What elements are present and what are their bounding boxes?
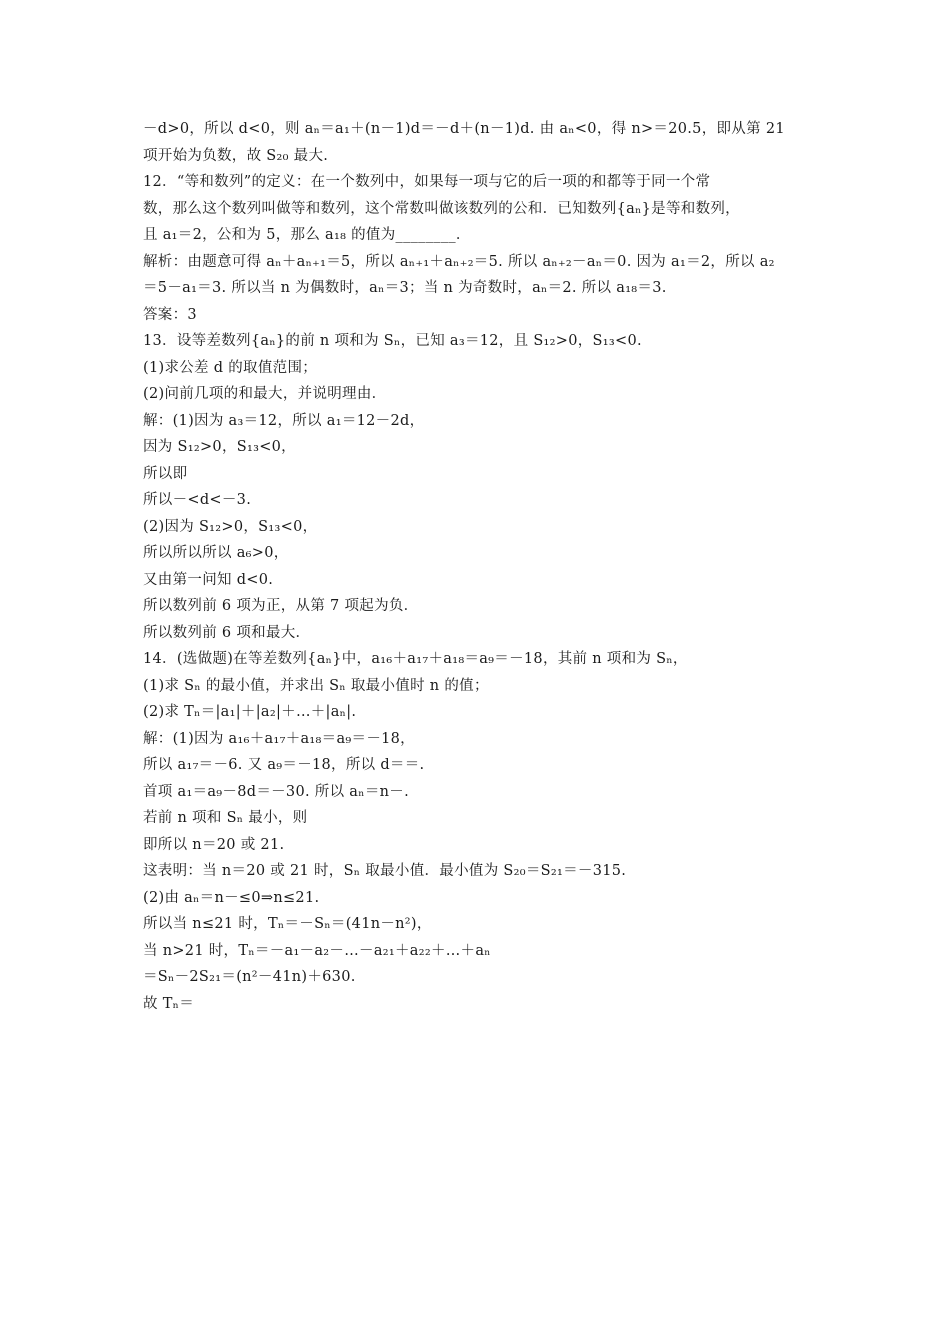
solution-line: 解析：由题意可得 aₙ＋aₙ₊₁＝5，所以 aₙ₊₁＋aₙ₊₂＝5. 所以 aₙ₊₂－aₙ＝0. 因为 a₁＝2，所以 a₂ xyxy=(143,253,775,270)
solution-line: 解：(1)因为 a₁₆＋a₁₇＋a₁₈＝a₉＝－18， xyxy=(143,730,415,747)
question-13-part-1: (1)求公差 d 的取值范围； xyxy=(143,359,318,376)
solution-line: 解：(1)因为 a₃＝12，所以 a₁＝12－2d， xyxy=(143,412,425,429)
solution-line: 所以数列前 6 项为正，从第 7 项起为负． xyxy=(143,598,419,614)
solution-line: 所以数列前 6 项和最大． xyxy=(143,624,311,641)
question-14-line: 14．(选做题)在等差数列{aₙ}中，a₁₆＋a₁₇＋a₁₈＝a₉＝－18，其前 n 项和为 Sₙ， xyxy=(143,651,688,667)
solution-line: 首项 a₁＝a₉－8d＝－30. 所以 aₙ＝n－. xyxy=(143,783,409,800)
text-line: －d>0，所以 d<0，则 aₙ＝a₁＋(n－1)d＝－d＋(n－1)d. 由 aₙ<0，得 n>＝20.5，即从第 21 xyxy=(143,121,785,137)
solution-line: 故 Tₙ＝ xyxy=(143,995,195,1012)
solution-line: (2)因为 S₁₂>0，S₁₃<0， xyxy=(143,518,318,535)
question-13-part-2: (2)问前几项的和最大，并说明理由． xyxy=(143,386,387,402)
solution-line: 所以 a₁₇＝－6. 又 a₉＝－18，所以 d＝＝. xyxy=(143,757,425,773)
solution-line: 因为 S₁₂>0，S₁₃<0， xyxy=(143,439,296,455)
question-12-line: 数，那么这个数列叫做等和数列，这个常数叫做该数列的公和．已知数列{aₙ}是等和数列， xyxy=(143,200,740,217)
question-13-line: 13．设等差数列{aₙ}的前 n 项和为 Sₙ，已知 a₃＝12，且 S₁₂>0，S₁₃<0. xyxy=(143,333,642,349)
solution-line: 当 n>21 时，Tₙ＝－a₁－a₂－…－a₂₁＋a₂₂＋…＋aₙ xyxy=(143,942,491,959)
solution-line: 所以－<d<－3. xyxy=(143,492,252,508)
solution-line: ＝5－a₁＝3. 所以当 n 为偶数时，aₙ＝3；当 n 为奇数时，aₙ＝2. 所以 a₁₈＝3. xyxy=(143,280,667,296)
question-14-part-2: (2)求 Tₙ＝|a₁|＋|a₂|＋…＋|aₙ|. xyxy=(143,704,357,720)
solution-line: 又由第一问知 d<0. xyxy=(143,571,274,588)
question-14-part-1: (1)求 Sₙ 的最小值，并求出 Sₙ 取最小值时 n 的值； xyxy=(143,677,489,694)
answer-line: 答案：3 xyxy=(143,306,197,323)
solution-line: ＝Sₙ－2S₂₁＝(n²－41n)＋630. xyxy=(143,969,356,985)
question-12-line: 12．“等和数列”的定义：在一个数列中，如果每一项与它的后一项的和都等于同一个常 xyxy=(143,174,711,190)
solution-line: 若前 n 项和 Sₙ 最小，则 xyxy=(143,810,308,826)
document-body xyxy=(143,116,823,1017)
solution-line: 所以当 n≤21 时，Tₙ＝－Sₙ＝(41n－n²)， xyxy=(143,916,432,932)
solution-line: 所以所以所以 a₆>0， xyxy=(143,545,289,561)
solution-line: (2)由 aₙ＝n－≤0⇒n≤21. xyxy=(143,889,320,906)
solution-line: 这表明：当 n＝20 或 21 时，Sₙ 取最小值．最小值为 S₂₀＝S₂₁＝－315. xyxy=(143,863,627,879)
solution-line: 所以即 xyxy=(143,465,188,482)
text-line: 项开始为负数，故 S₂₀ 最大. xyxy=(143,147,329,164)
question-12-line: 且 a₁＝2，公和为 5，那么 a₁₈ 的值为________． xyxy=(143,227,471,243)
solution-line: 即所以 n＝20 或 21. xyxy=(143,836,285,853)
